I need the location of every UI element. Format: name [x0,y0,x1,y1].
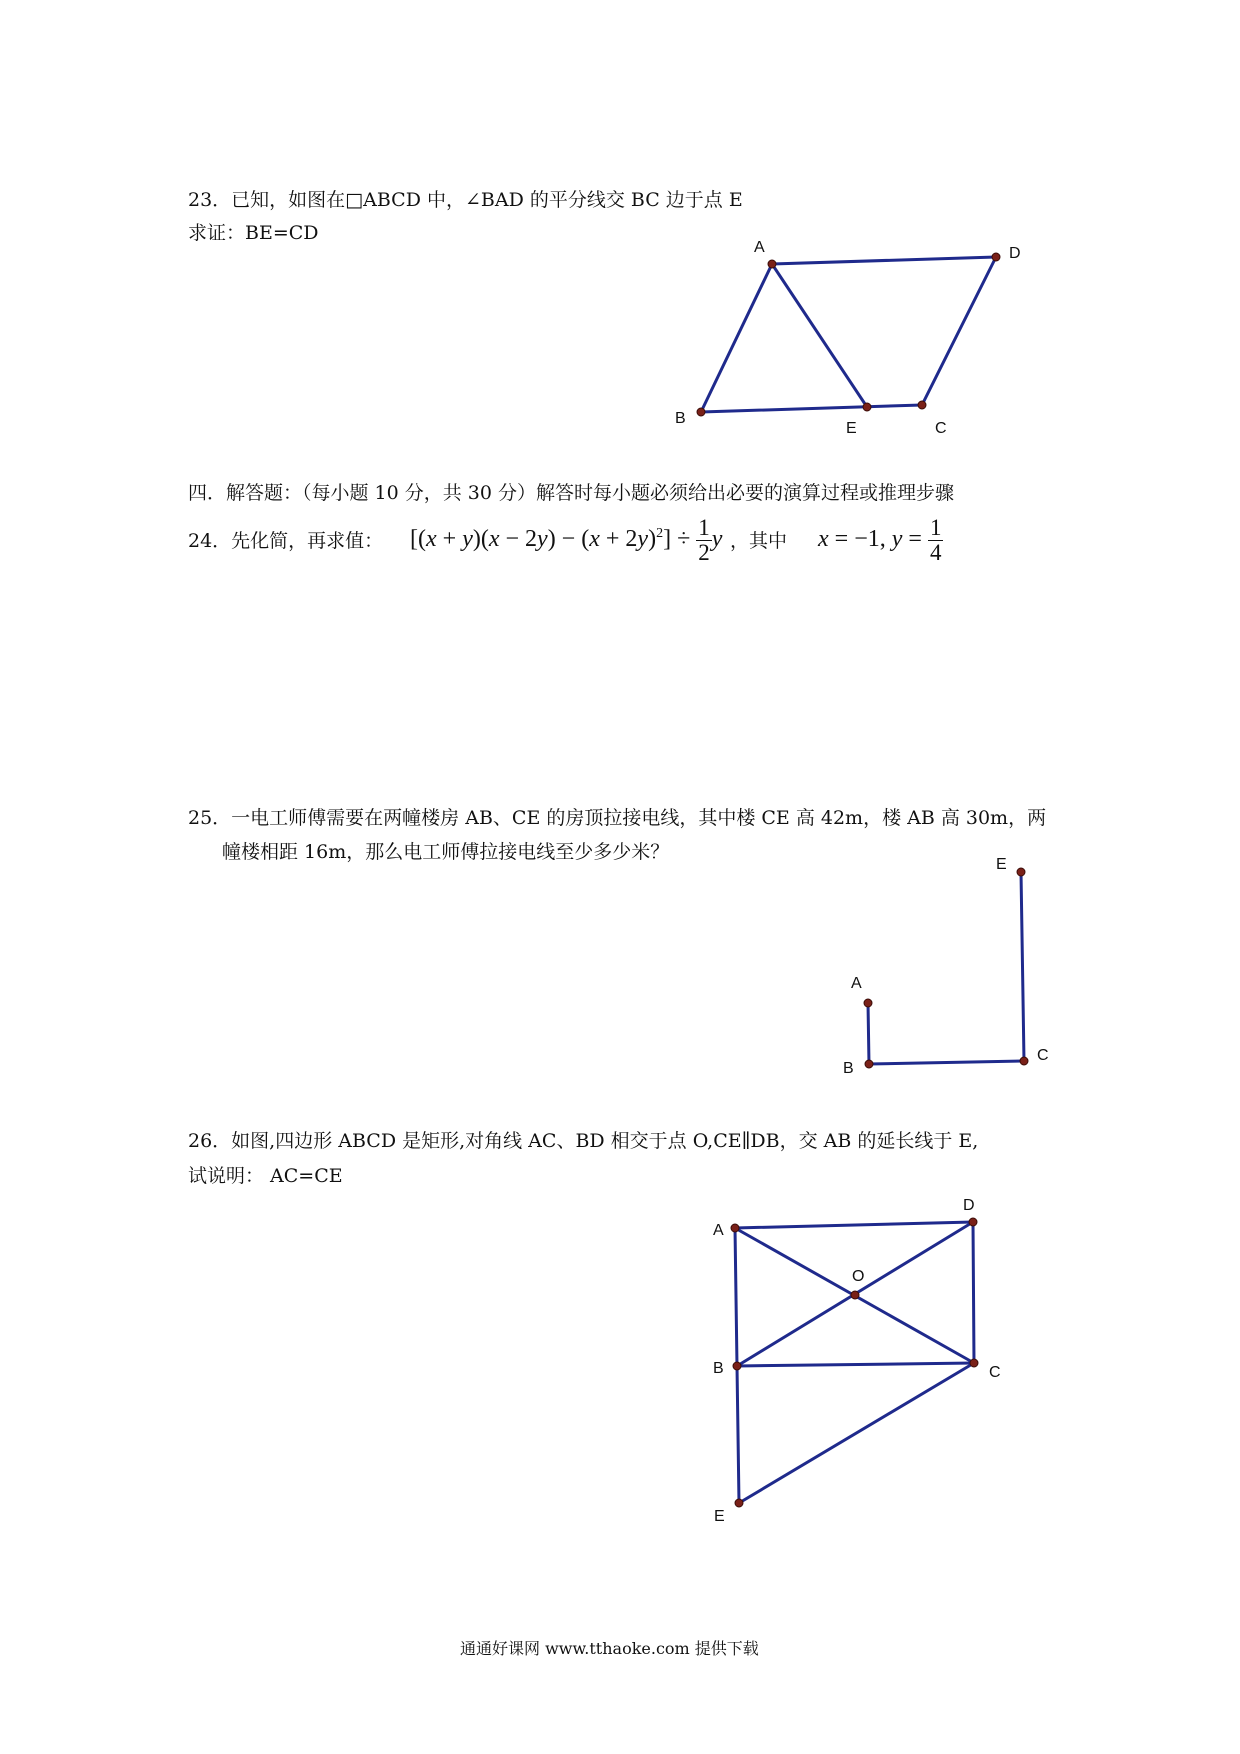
q23-statement: 23．已知，如图在□ABCD 中，∠BAD 的平分线交 BC 边于点 E [188,189,743,211]
segment-AD [772,257,996,264]
segment-AB [735,1228,737,1366]
q24-expression: $[(x + y)(x - 2y) - (x + 2y)^2]$ ÷ $\frac{1}{2}$ y [410,515,723,566]
q24-frac-quarter: $\frac{1}{4}$ [929,515,942,566]
q25-statement-line1: 25．一电工师傅需要在两幢楼房 AB、CE 的房顶拉接电线，其中楼 CE 高 42m，楼 AB 高 30m，两 [188,807,1047,829]
q24-frac-half: $\frac{1}{2}$ [698,515,710,566]
q24-condition: x = −1, y = $\frac{1}{4}$ [818,515,942,566]
q26-figure [713,1197,1001,1525]
point-B [865,1060,873,1068]
label-D: D [963,1197,975,1214]
label-D: D [1009,245,1021,262]
point-B [697,408,705,416]
q26-statement-line1: 26．如图,四边形 ABCD 是矩形,对角线 AC、BD 相交于点 O,CE∥DB，交 AB 的延长线于 E, [188,1130,979,1152]
point-E [1017,868,1025,876]
label-O: O [852,1268,865,1285]
footer-source: 通通好课网 www.tthaoke.com 提供下载 [460,1639,759,1658]
segment-AE [772,264,867,407]
segment-BE [737,1366,739,1503]
point-A [731,1224,739,1232]
q24-prefix: 24．先化简，再求值： [188,530,384,552]
label-B: B [843,1060,854,1077]
label-C: C [935,420,947,437]
segment-DC [922,257,996,405]
label-B: B [675,410,686,427]
label-C: C [1037,1047,1049,1064]
segment-BC [737,1363,974,1366]
segment-BC [701,405,922,412]
label-E: E [846,420,857,437]
point-D [969,1218,977,1226]
segment-AD [735,1222,973,1228]
point-C [918,401,926,409]
q23-figure [675,239,1021,437]
point-C [1020,1057,1028,1065]
point-E [863,403,871,411]
segment-DC [973,1222,974,1363]
label-A: A [713,1222,724,1239]
label-A: A [754,239,765,256]
segment-AB-building [868,1003,869,1064]
label-E: E [996,856,1007,873]
point-O [851,1291,859,1299]
q23-prove: 求证：BE=CD [188,222,319,244]
point-D [992,253,1000,261]
label-C: C [989,1364,1001,1381]
segment-CE-building [1021,872,1024,1061]
point-E [735,1499,743,1507]
q25-figure [843,856,1049,1077]
label-A: A [851,975,862,992]
point-C [970,1359,978,1367]
segment-BC-ground [869,1061,1024,1064]
point-A [864,999,872,1007]
label-B: B [713,1360,724,1377]
q24-where: ，其中 [730,530,788,552]
segment-AB [701,264,772,412]
point-A [768,260,776,268]
segment-CE [739,1363,974,1503]
q25-statement-line2: 幢楼相距 16m，那么电工师傅拉接电线至少多少米？ [222,841,670,863]
q26-statement-line2: 试说明： AC=CE [188,1165,343,1187]
label-E: E [714,1508,725,1525]
section-4-header: 四．解答题：（每小题 10 分，共 30 分）解答时每小题必须给出必要的演算过程或推理步骤 [188,482,955,504]
point-B [733,1362,741,1370]
